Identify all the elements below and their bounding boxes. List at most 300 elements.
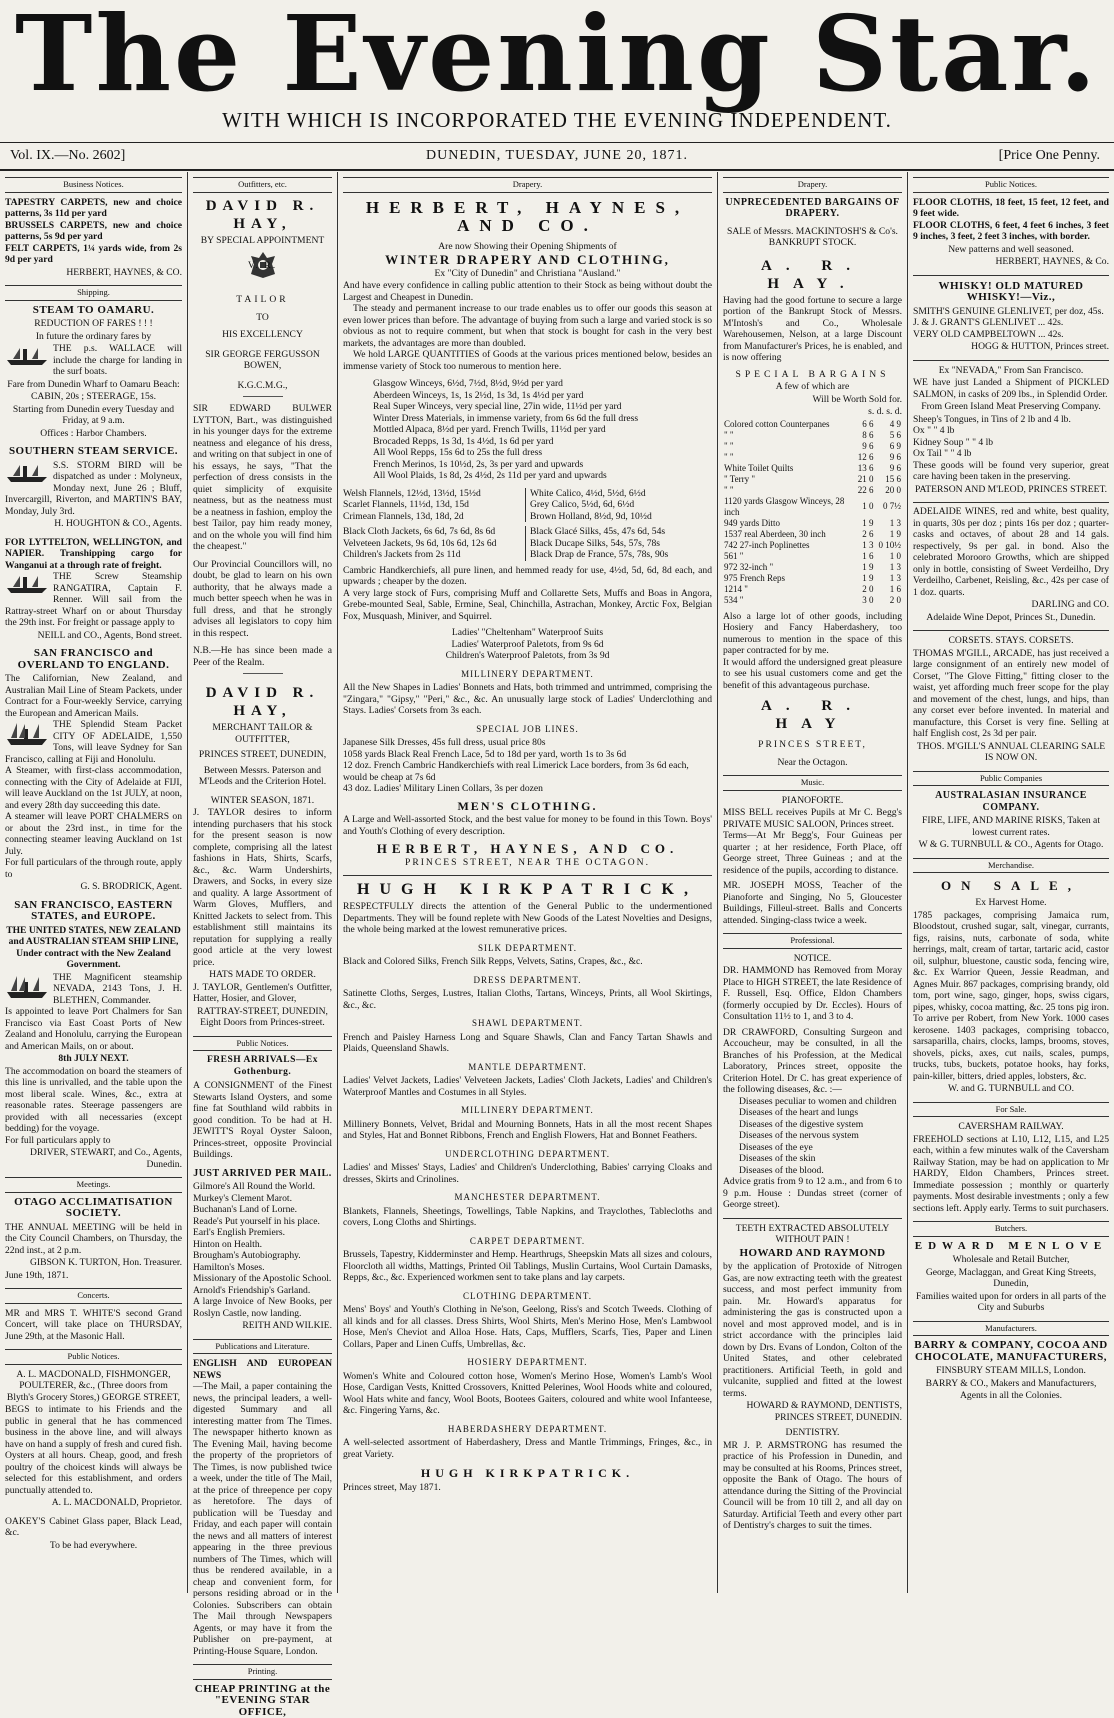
divider [243,673,283,674]
section-heading: Public Notices. [5,1349,182,1365]
ad-title: SAN FRANCISCO and OVERLAND TO ENGLAND. [5,648,182,671]
section-heading: Manufacturers. [913,1321,1109,1337]
ad-text: MISS BELL receives Pupils at Mr C. Begg's PRIVATE MUSIC SALOON, Princes street. [723,807,902,830]
ad-title: TEETH EXTRACTED ABSOLUTELY WITHOUT PAIN ! [723,1223,902,1246]
ad-text: Adelaide Wine Depot, Princes St., Dunedin. [913,612,1109,624]
ad-text: SPECIAL BARGAINS [723,369,902,381]
ad-text: FINSBURY STEAM MILLS, London. [913,1365,1109,1377]
ad-text: Black and Colored Silks, French Silk Repps, Velvets, Satins, Crapes, &c., &c. [343,956,712,968]
section-heading: Drapery. [723,177,902,193]
section-heading: Concerts. [5,1288,182,1304]
fishmonger-ad [5,1369,182,1509]
ad-text: New patterns and well seasoned. [913,244,1109,256]
list-item: Black Cloth Jackets, 6s 6d, 7s 6d, 8s 6d [343,526,525,538]
ad-text: A large Invoice of New Books, per Roslyn Castle, now landing. [193,1296,332,1319]
ad-title: ON SALE, [913,877,1109,895]
ad-text: K.G.C.M.G., [193,380,332,392]
ad-text: Families waited upon for orders in all parts of the City and Suburbs [913,1291,1109,1314]
ad-text: J. TAYLOR desires to inform intending purchasers that his stock for the present season is now complete, comprising all the latest fashions in Hats, Shirts, Scarfs, &c., &c. Warm Undershirts, Drawers, and Socks, in every size and quality. A large Assortment of Warm Gloves, Mufflers, and Knitted Jackets to select from. This establishment still maintains its reputation for supplying a really good article at the very lowest price. [193,807,332,968]
ad-title: ENGLISH AND EUROPEAN NEWS [193,1358,332,1381]
department-heading: MILLINERY DEPARTMENT. [343,669,712,681]
book-list [193,1181,332,1296]
table-row [723,463,902,474]
job-list [343,737,712,795]
nevada-ad [5,900,182,1171]
ad-signature: W. and G. TURNBULL and CO. [913,1083,1109,1095]
ad-text: Ex Harvest Home. [913,897,1109,909]
ad-text: MR. JOSEPH MOSS, Teacher of the Pianoforte and Singing, No 5, Gloucester Buildings, Filleul-street. Balls and Concerts attended. Singing-class twice a week. [723,880,902,926]
ad-text: 1785 packages, comprising Jamaica rum, Bloodstout, crushed sugar, salt, vinegar, currants, figs, raisins, nuts, carbonate of soda, white herrings, malt, cream of tartar, tartaric acid, castor oil, sulphur, bluestone, caustic soda, fencing wire, &c. Ex Warrior Queen, Jessie Readman, and Agnes Muir. 867 packages, comprising brandy, old tom, port wine, sago, ginger, hops, swiss cigars, pipes, whisky, cocoa matting, &c. 25 tons pig iron. To arrive per Robert, from New York. 1000 cases kerosene. 1403 packages, comprising tobacco, sarsaparilla, chairs, clocks, lamps, brooms, stoves, shovels, picks, axes, cut nails, scales, pumps, trucks, tubs, buckets, potatoe hooks, hay forks, pain-killer, bitters, dried apples, lobsters, &c. [913,910,1109,1083]
ad-title: SAN FRANCISCO, EASTERN STATES, and EUROPE. [5,900,182,923]
bankrupt-stock-ad [723,197,902,769]
ad-text: V. R. [193,260,332,272]
ad-text: Between Messrs. Paterson and M'Leods and the Criterion Hotel. [193,765,332,788]
section-heading: Butchers. [913,1221,1109,1237]
divider [243,396,283,397]
ad-text: WE have just Landed a Shipment of PICKLED SALMON, in casks of 209 lbs., in Splendid Order. [913,377,1109,400]
carpet-ad [5,197,182,279]
ad-text: ADELAIDE WINES, red and white, best quality, in quarts, 30s per doz ; pints 16s per doz ; quarter-casks and octaves, of about 28 and 14 gals. respectively, 9s per gal. in bond. Also the celebrated Morooro Growths, which are shipped only in bottle, consisting of Sweet Verdeilho, Dry Verdeilho, Carbenet, Reisling, &c., 42s per case of 1 doz. quarts. [913,506,1109,598]
worth-cell: 12 6 [854,452,875,463]
san-francisco-ad [5,648,182,893]
worth-cell: 1 9 [854,562,875,573]
sale-price-cell: 1 9 [875,529,903,540]
department-item [343,1018,712,1055]
merchandise-ad [913,877,1109,1095]
list-item: Ox Tail " " 4 lb [913,448,1109,460]
worth-cell: 22 6 [854,485,875,496]
list-item: Scarlet Flannels, 11½d, 13d, 15d [343,499,525,511]
ad-title: PIANOFORTE. [723,795,902,807]
ad-signature: G. S. BRODRICK, Agent. [5,881,182,893]
table-row [723,441,902,452]
worth-cell: 21 0 [854,474,875,485]
ad-signature: A. R. HAY [723,697,902,733]
newspaper-title: The Evening Star. [0,0,1114,106]
ad-text: Cambric Handkerchiefs, all pure linen, and hemmed ready for use, 4½d, 5d, 6d, 8d each, and upwards ; cheaper by the dozen. [343,565,712,588]
ad-text: The accommodation on board the steamers of this line is unrivalled, and the table upon the most liberal scale. Wines, &c., extra at reasonable rates. Steerage passengers are provided with all necessaries (except bedding) for the voyage. [5,1066,182,1135]
ad-signature: HOWARD & RAYMOND, DENTISTS, PRINCES STREET, DUNEDIN. [723,1400,902,1423]
ad-text: BRUSSELS CARPETS, new and choice patterns, 5s 9d per yard [5,220,182,243]
sale-price-cell: 0 10½ [875,540,903,551]
ad-text: PRINCES STREET, NEAR THE OCTAGON. [343,857,712,869]
department-heading: UNDERCLOTHING DEPARTMENT. [343,1149,712,1161]
ad-text: Satinette Cloths, Serges, Lustres, Italian Cloths, Tartans, Winceys, Prints, all Wool Skirtings, &c., &c. [343,988,712,1011]
ad-text: We hold LARGE QUANTITIES of Goods at the various prices mentioned below, besides an immense variety of Stock too numerous to mention here. [343,349,712,372]
department-heading: MANCHESTER DEPARTMENT. [343,1192,712,1204]
department-item [343,943,712,968]
column-1 [0,172,188,1593]
worth-cell: 6 6 [854,419,875,430]
item-name-cell: " " [723,441,854,452]
section-heading: Public Notices. [193,1036,332,1052]
flannel-calico-list [343,488,712,523]
sale-price-cell: 1 3 [875,573,903,584]
steamship-icon [5,721,49,743]
ad-title: FOR LYTTELTON, WELLINGTON, and NAPIER. Transhipping cargo for Wanganui at a through rate of freight. [5,537,182,572]
kirkpatrick-ad [343,875,712,1493]
ad-title: EDWARD MENLOVE [913,1241,1109,1253]
ad-text: Fare from Dunedin Wharf to Oamaru Beach: [5,379,182,391]
ad-text: by the application of Protoxide of Nitrogen Gas, are now extracting teeth with the greatest success, and most perfect immunity from pain. Mr. Howard's apparatus for administering the gas is constructed upon a novel and most approved model, and is in strict accordance with the principles laid down by Drs. Evans of London, Colton of the United States, and other celebrated practitioners. Artificial Teeth, in gold and vulcanite, supplied and fitted at the lowest terms. [723,1261,902,1399]
concert-ad [5,1308,182,1343]
jacket-silk-list [343,526,712,561]
ad-text: J. TAYLOR, Gentlemen's Outfitter, Hatter, Hosier, and Glover, [193,982,332,1005]
ad-title: BARRY & COMPANY, COCOA AND CHOCOLATE, MANUFACTURERS, [913,1340,1109,1363]
dentist-ad [723,1218,902,1532]
ad-text: CABIN, 20s ; STEERAGE, 15s. [5,391,182,403]
table-row [723,551,902,562]
table-row [723,573,902,584]
department-heading: HABERDASHERY DEPARTMENT. [343,1424,712,1436]
oamaru-ad [5,305,182,440]
ad-text: And have every confidence in calling public attention to their Stock as being without doubt the Largest and Cheapest in Dunedin. [343,280,712,303]
ad-text: THE p.s. WALLACE will include the charge for landing in the surf boats. [5,343,182,378]
list-item: All Wool Repps, 15s 6d to 25s the full dress [373,447,712,459]
dateline [0,142,1114,171]
ad-text: SIR EDWARD BULWER LYTTON, Bart., was distinguished in his younger days for the extreme neatness and elegance of his dress, and writing on that subject in one of his essays, he says, "That the perfection of dress consists in the quiet simplicity of exquisite neatness, but as the neatness must be a neatness in fashion, employ the best Tailor, pay him ready money, and on the whole you will find him the cheapest." [193,403,332,553]
ad-text: Ladies' and Misses' Stays, Ladies' and Children's Underclothing, Babies' carrying Cloaks and dresses, Skirts and Crinolines. [343,1162,712,1185]
table-row [723,584,902,595]
royal-arms [193,250,332,284]
section-heading: Printing. [193,1664,332,1680]
ad-title: HERBERT, HAYNES, AND CO. [343,199,712,235]
ad-title: WINTER SEASON, 1871. [193,795,332,807]
ad-text: Offices : Harbor Chambers. [5,428,182,440]
taylor-ad [193,795,332,1029]
ad-signature: HERBERT, HAYNES, & Co. [913,256,1109,268]
ad-text: Agents in all the Colonies. [913,1390,1109,1402]
list-item: Reade's Put yourself in his place. [193,1216,332,1228]
list-item: Arnold's Friendship's Garland. [193,1285,332,1297]
ad-text: Starting from Dunedin every Tuesday and Friday, at 9 a.m. [5,404,182,427]
ad-text: A well-selected assortment of Haberdashery, Dress and Mantle Trimmings, Fringes, &c., in great Variety. [343,1437,712,1460]
ad-text: Is appointed to leave Port Chalmers for San Francisco via East Coast Ports of New Zealand and Honolulu, carrying the European and American Mails, on or about. [5,1006,182,1052]
columns [0,172,1114,1593]
corset-ad [913,630,1109,764]
list-item: Winter Dress Materials, in immense variety, from 6s 6d the full dress [373,413,712,425]
department-item [343,975,712,1012]
sale-price-cell: 2 0 [875,595,903,606]
list-item: Real Super Winceys, very special line, 27in wide, 11½d per yard [373,401,712,413]
worth-cell: 1 9 [854,518,875,529]
sale-price-cell: 4 9 [875,419,903,430]
list-item: Missionary of the Apostolic School. [193,1273,332,1285]
ad-text: THE Splendid Steam Packet CITY OF ADELAIDE, 1,550 Tons, will leave Sydney for San Francisco, calling at Fiji and Honolulu. [5,719,182,765]
sale-price-cell: 0 7½ [875,496,903,518]
ad-text: Near the Octagon. [723,757,902,769]
list-item: All Wool Plaids, 1s 8d, 2s 4½d, 2s 11d per yard and upwards [373,470,712,482]
list-item: J. & J. GRANT'S GLENLIVET ... 42s. [913,317,1109,329]
list-item: 12 doz. French Cambric Handkerchiefs with real Limerick Lace borders, from 3s 6d each, would be cheap at 7s 6d [343,760,712,783]
list-item: Hamilton's Moses. [193,1262,332,1274]
lyttelton-ad [5,537,182,642]
item-name-cell: 972 32-inch " [723,562,854,573]
bargain-table [723,419,902,606]
ad-signature: BARRY & CO., Makers and Manufacturers, [913,1378,1109,1390]
list-item: Diseases of the eye [739,1142,902,1154]
department-item [343,1357,712,1417]
list-item: Welsh Flannels, 12½d, 13½d, 15½d [343,488,525,500]
ad-text: MR J. P. ARMSTRONG has resumed the practice of his Profession in Dunedin, and may be consulted at his Rooms, Princes street, opposite the Bank of Otago. The hours of attendance during the Sitting of the Provincial Council will be from 10 till 2, and all day on Saturday. Artificial Teeth and every other part of Dentistry's charges to suit the times. [723,1440,902,1532]
ad-title: DAVID R. HAY, [193,197,332,233]
ad-title: CHEAP PRINTING at the "EVENING STAR OFFICE, [193,1684,332,1718]
list-item: Diseases of the blood. [739,1165,902,1177]
ad-text: FLOOR CLOTHS, 6 feet, 4 feet 6 inches, 3 feet 9 inches, 3 feet, 2 feet 3 inches, with border. [913,220,1109,243]
column-2 [188,172,338,1593]
list-item: Ox " " 4 lb [913,425,1109,437]
section-heading: Business Notices. [5,177,182,193]
worth-cell: 13 6 [854,463,875,474]
sale-price-cell: 1 6 [875,584,903,595]
ad-title: NOTICE. [723,953,902,965]
department-item [343,1236,712,1284]
list-item: 1058 yards Black Real French Lace, 5d to 18d per yard, worth 1s to 3s 6d [343,749,712,761]
ad-title: CORSETS. STAYS. CORSETS. [913,635,1109,647]
item-name-cell: 1120 yards Glasgow Winceys, 28 inch [723,496,854,518]
ad-text: Having had the good fortune to secure a large portion of the Bankrupt Stock of Messrs. M'Intosh's and Co., Wholesale Warehousemen, Nelson, at a large Discount from Manufacturer's Prices, he is enabled, and is now offering [723,295,902,364]
ad-text: In future the ordinary fares by [5,331,182,343]
department-heading: MILLINERY DEPARTMENT. [343,1105,712,1117]
section-heading: Merchandise. [913,858,1109,874]
table-row [723,485,902,496]
list-item: French Merinos, 1s 10½d, 2s, 3s per yard and upwards [373,459,712,471]
column-3 [338,172,718,1593]
ad-text: A Large and Well-assorted Stock, and the best value for money to be found in this Town. Boys' and Youth's Clothing of every description. [343,814,712,837]
worth-cell: 8 6 [854,430,875,441]
list-item: Sheep's Tongues, in Tins of 2 lb and 4 lb. [913,414,1109,426]
ad-signature: A. L. MACDONALD, Proprietor. [5,1497,182,1509]
list-item: Velveteen Jackets, 9s 6d, 10s 6d, 12s 6d [343,538,525,550]
list-item: Black Ducape Silks, 54s, 57s, 78s [530,538,712,550]
list-item: Japanese Silk Dresses, 45s full dress, usual price 80s [343,737,712,749]
list-item: VERY OLD CAMPBELTOWN ... 42s. [913,329,1109,341]
ad-signature: HERBERT, HAYNES, AND CO. [343,843,712,855]
ad-signature: HERBERT, HAYNES, & CO. [5,267,182,279]
department-heading: CLOTHING DEPARTMENT. [343,1291,712,1303]
southern-ad [5,446,182,530]
steamship-icon [5,974,49,996]
steamship-icon [5,345,49,367]
item-name-cell: 949 yards Ditto [723,518,854,529]
ad-text: MR and MRS T. WHITE'S second Grand Concert, will take place on THURSDAY, June 29th, at the Masonic Hall. [5,1308,182,1343]
sale-price-cell: 1 3 [875,518,903,529]
list-item: Diseases of the skin [739,1153,902,1165]
table-row [723,540,902,551]
department-heading: DRESS DEPARTMENT. [343,975,712,987]
ad-title: JUST ARRIVED PER MAIL. [193,1168,332,1180]
ad-title: A. L. MACDONALD, FISHMONGER, POULTERER, &c., (Three doors from Blyth's Grocery Stores,) GEORGE STREET, [5,1369,182,1404]
ad-text: Are now Showing their Opening Shipments of [343,241,712,253]
department-heading: CARPET DEPARTMENT. [343,1236,712,1248]
list-item: Children's Waterproof Paletots, from 3s 9d [343,650,712,662]
worth-cell: 9 6 [854,441,875,452]
ad-text: TAILOR [193,294,332,306]
list-item: Ladies' "Cheltenham" Waterproof Suits [343,627,712,639]
price-list [373,378,712,482]
ad-title: STEAM TO OAMARU. [5,305,182,317]
tailor-ad [193,197,332,788]
ad-text: TAPESTRY CARPETS, new and choice patterns, 3s 11d per yard [5,197,182,220]
waterproof-list [343,627,712,662]
ad-subtitle: MEN'S CLOTHING. [343,801,712,813]
books-ad [193,1168,332,1332]
caversham-ad [913,1121,1109,1214]
item-name-cell: White Toilet Quilts [723,463,854,474]
professional-ad [723,953,902,1211]
department-item [343,1424,712,1461]
volume-number: Vol. IX.—No. 2602] [10,143,125,169]
ad-text: To be had everywhere. [5,1540,182,1552]
ad-signature: NEILL and CO., Agents, Bond street. [5,630,182,642]
worth-cell: 3 0 [854,595,875,606]
list-item: Grey Calico, 5½d, 6d, 6½d [530,499,712,511]
ad-text: PRINCES STREET, [723,739,902,751]
whisky-ad [913,275,1109,353]
butcher-ad [913,1241,1109,1314]
item-name-cell: 534 " [723,595,854,606]
ad-text: DR. HAMMOND has Removed from Moray Place to HIGH STREET, the late Residence of F. Russell, Esq. Office, Eldon Chambers (formerly occupied by Dr. Eccles). Hours of Consultation 11½ to 1, and 3 to 4. [723,965,902,1023]
ad-text: THE ANNUAL MEETING will be held in the City Council Chambers, on Thursday, the 22nd inst., at 2 p.m. [5,1222,182,1257]
ad-text: It would afford the undersigned great pleasure to see his usual customers come and get the benefit of this advantageous purchase. [723,657,902,692]
list-item: Brougham's Autobiography. [193,1250,332,1262]
list-item: SMITH'S GENUINE GLENLIVET, per doz, 45s. [913,306,1109,318]
department-item [343,1291,712,1351]
sale-price-cell: 9 6 [875,452,903,463]
ad-text: Also a large lot of other goods, including Hosiery and Fancy Haberdashery, too numerous to mention in the space of this paper contracted for by me. [723,611,902,657]
ad-text: George, Maclaggan, and Great King Streets, Dunedin, [913,1267,1109,1290]
worth-cell: 1 3 [854,540,875,551]
item-name-cell: 1537 real Aberdeen, 30 inch [723,529,854,540]
list-item: Diseases peculiar to women and children [739,1096,902,1108]
ad-title: DENTISTRY. [723,1427,902,1439]
item-name-cell: 561 " [723,551,854,562]
department-heading: SPECIAL JOB LINES. [343,724,712,736]
ad-text: BY SPECIAL APPOINTMENT [193,235,332,247]
sale-price-cell: 15 6 [875,474,903,485]
item-name-cell: 975 French Reps [723,573,854,584]
ad-signature: H. HOUGHTON & CO., Agents. [5,518,182,530]
table-row [723,496,902,518]
ad-text: French and Paisley Harness Long and Square Shawls, Clan and Fancy Tartan Shawls and Plaids, Queensland Shawls. [343,1032,712,1055]
item-name-cell: 742 27-inch Poplinettes [723,540,854,551]
worth-cell: 2 0 [854,584,875,595]
list-item: Aberdeen Winceys, 1s, 1s 2½d, 1s 3d, 1s 4½d per yard [373,390,712,402]
ad-text: Brussels, Tapestry, Kidderminster and Hemp. Hearthrugs, Sheepskin Mats all sizes and colours, Floorcloth all widths, Mattings, Printed Oil Tablings, Muslin Curtains, Wool Curtain Damasks, Repps, &c., &c. Experienced workmen sent to take plans and lay carpets. [343,1249,712,1284]
department-heading: SHAWL DEPARTMENT. [343,1018,712,1030]
ad-text: A steamer will leave PORT CHALMERS on or about the 23rd inst., in time for the connecting steamer leaving Auckland on 1st July. [5,811,182,857]
ad-signature: W & G. TURNBULL & CO., Agents for Otago. [913,839,1109,851]
ad-text: HATS MADE TO ORDER. [193,969,332,981]
list-item: Children's Jackets from 2s 11d [343,549,525,561]
column-4 [718,172,908,1593]
ad-text: BEGS to intimate to his Friends and the public in general that he has commenced business in the above line, and will always have on hand a supply of fresh and cured fish. Oysters at all hours. Cheap, good, and fresh poultry of the choicest kinds will always be selected for this establishment, and orders punctually attended to. [5,1404,182,1496]
section-heading: Publications and Literature. [193,1339,332,1355]
ad-text: All the New Shapes in Ladies' Bonnets and Hats, both trimmed and untrimmed, comprising the "Zingara," "Gipsy," "Peri," &c., &c. An unusually large stock of Ladies' Underclothing and Stays. Ladies' Corsets from 3s each. [343,682,712,717]
ad-signature: GIBSON K. TURTON, Hon. Treasurer. [5,1257,182,1269]
ad-text: HIS EXCELLENCY [193,329,332,341]
section-heading: For Sale. [913,1102,1109,1118]
ad-subtitle: WINTER DRAPERY AND CLOTHING, [343,254,712,266]
ad-text: SIR GEORGE FERGUSSON BOWEN, [193,349,332,372]
section-heading: Meetings. [5,1177,182,1193]
section-heading: Public Companies [913,771,1109,787]
table-row [723,474,902,485]
section-heading: Public Notices. [913,177,1109,193]
ad-text: FELT CARPETS, 1¼ yards wide, from 2s 9d per yard [5,243,182,266]
steamship-icon [5,462,49,484]
ad-text: THOS. M'GILL'S ANNUAL CLEARING SALE IS NOW ON. [913,741,1109,764]
list-item: 43 doz. Ladies' Military Linen Collars, 3s per dozen [343,783,712,795]
ad-text: —The Mail, a paper containing the news, the principal leaders, a well-digested Summary and all interesting matter from The Times. The newspaper hitherto known as The Evening Mail, having become the property of the proprietors of The Times, is now published twice a week, under the title of The Mail, at the price of threepence per copy as heretofore. The days of publication will be Tuesday and Friday, and each paper will contain the news and all matters of interest appearing in the three previous numbers of The Times, which will thus be rendered available, in a cheap and convenient form, for persons residing abroad or in the Colonies. Subscribers can obtain The Mail through Newspapers Agents, or may have it from the Publisher on pre-payment, at Printing-House Square, London. [193,1381,332,1657]
ad-text: A CONSIGNMENT of the Finest Stewarts Island Oysters, and some fine fat Southland wild rabbits in good condition. To be had at H. JEWITT'S Royal Oyster Saloon, Princes-street, opposite Provincial Buildings. [193,1080,332,1161]
glass-paper-ad [5,1516,182,1552]
ad-signature: DRIVER, STEWART, and Co., Agents, Dunedin. [5,1147,182,1170]
list-item: Black Glacé Silks, 45s, 47s 6d, 54s [530,526,712,538]
list-item: Diseases of the nervous system [739,1130,902,1142]
department-item [343,1149,712,1186]
ad-subtitle: HOWARD AND RAYMOND [723,1248,902,1260]
section-heading: Shipping. [5,285,182,301]
table-header: s. d. s. d. [723,406,902,418]
ad-date: June 19th, 1871. [5,1270,182,1282]
ad-signature: HOGG & HUTTON, Princes street. [913,341,1109,353]
ad-text: For full particulars apply to [5,1135,182,1147]
worth-cell: 2 6 [854,529,875,540]
section-heading: Drapery. [343,177,712,193]
column-5 [908,172,1114,1593]
ad-text: THE UNITED STATES, NEW ZEALAND and AUSTRALIAN STEAM SHIP LINE, Under contract with the New Zealand Government. [5,925,182,971]
item-name-cell: 1214 " [723,584,854,595]
ad-date: Princes street, May 1871. [343,1482,712,1494]
list-item: Glasgow Winceys, 6½d, 7½d, 8½d, 9½d per yard [373,378,712,390]
department-item [343,1062,712,1099]
ad-text: Millinery Bonnets, Velvet, Bridal and Mourning Bonnets, Hats in all the most recent Shapes and Styles, Hat and Bonnet Ribbons, French and English Flowers, Hat and Bonnet Feathers. [343,1119,712,1142]
list-item: Diseases of the digestive system [739,1119,902,1131]
ad-text: Wholesale and Retail Butcher, [913,1254,1109,1266]
list-item: Mottled Alpaca, 8½d per yard. French Twills, 11½d per yard [373,424,712,436]
worth-cell: 1 9 [854,573,875,584]
ad-text: S.S. STORM BIRD will be dispatched as under : Molyneux, Monday next, June 26 ; Bluff, Invercargill, Riverton, and MARTIN'S BAY, Monday, July 3rd. [5,460,182,518]
ad-text: DR CRAWFORD, Consulting Surgeon and Accoucheur, may be consulted, in all the Branches of his Profession, at the Medical Laboratory, Princes street, opposite the Criterion Hotel. Dr C. has great experience of the following diseases, &c. :— [723,1027,902,1096]
ad-text: THE Magnificent steamship NEVADA, 2143 Tons, J. H. BLETHEN, Commander. [5,972,182,1007]
issue-date: DUNEDIN, TUESDAY, JUNE 20, 1871. [0,143,1114,169]
item-name-cell: " " [723,452,854,463]
ad-signature: HUGH KIRKPATRICK. [343,1468,712,1480]
table-row [723,518,902,529]
ad-text: Ladies' Velvet Jackets, Ladies' Velveteen Jackets, Ladies' Cloth Jackets, Ladies' and Children's Waterproof Mantles and Costumes in all Styles. [343,1075,712,1098]
list-item: Hinton on Health. [193,1239,332,1251]
list-item: Crimean Flannels, 13d, 18d, 2d [343,511,525,523]
ad-text: The steady and permanent increase to our trade enables us to offer our goods this season at even lower prices than before. The advantage of buying from such a large and varied stock is so obvious as not to require comment, but when that stock is bought for cash in the very best markets, the advantages are more than doubled. [343,303,712,349]
section-heading: Music. [723,775,902,791]
list-item: Black Drap de France, 57s, 78s, 90s [530,549,712,561]
item-name-cell: " Terry " [723,474,854,485]
section-heading: Outfitters, etc. [193,177,332,193]
item-name-cell: Colored cotton Counterpanes [723,419,854,430]
sale-price-cell: 1 0 [875,551,903,562]
item-name-cell: " " [723,485,854,496]
sale-price-cell: 5 6 [875,430,903,441]
ad-text: MERCHANT TAILOR & OUTFITTER, [193,722,332,745]
sale-price-cell: 6 9 [875,441,903,452]
sale-price-cell: 1 3 [875,562,903,573]
ad-text: These goods will be found very superior, great care having been taken in the preserving. [913,460,1109,483]
table-row [723,529,902,540]
department-list [343,943,712,1461]
ad-text: THE Screw Steamship RANGATIRA, Captain F. Renner. Will sail from the Rattray-street Wharf on or about Thursday the 29th inst. For freight or passage apply to [5,571,182,629]
department-heading: HOSIERY DEPARTMENT. [343,1357,712,1369]
